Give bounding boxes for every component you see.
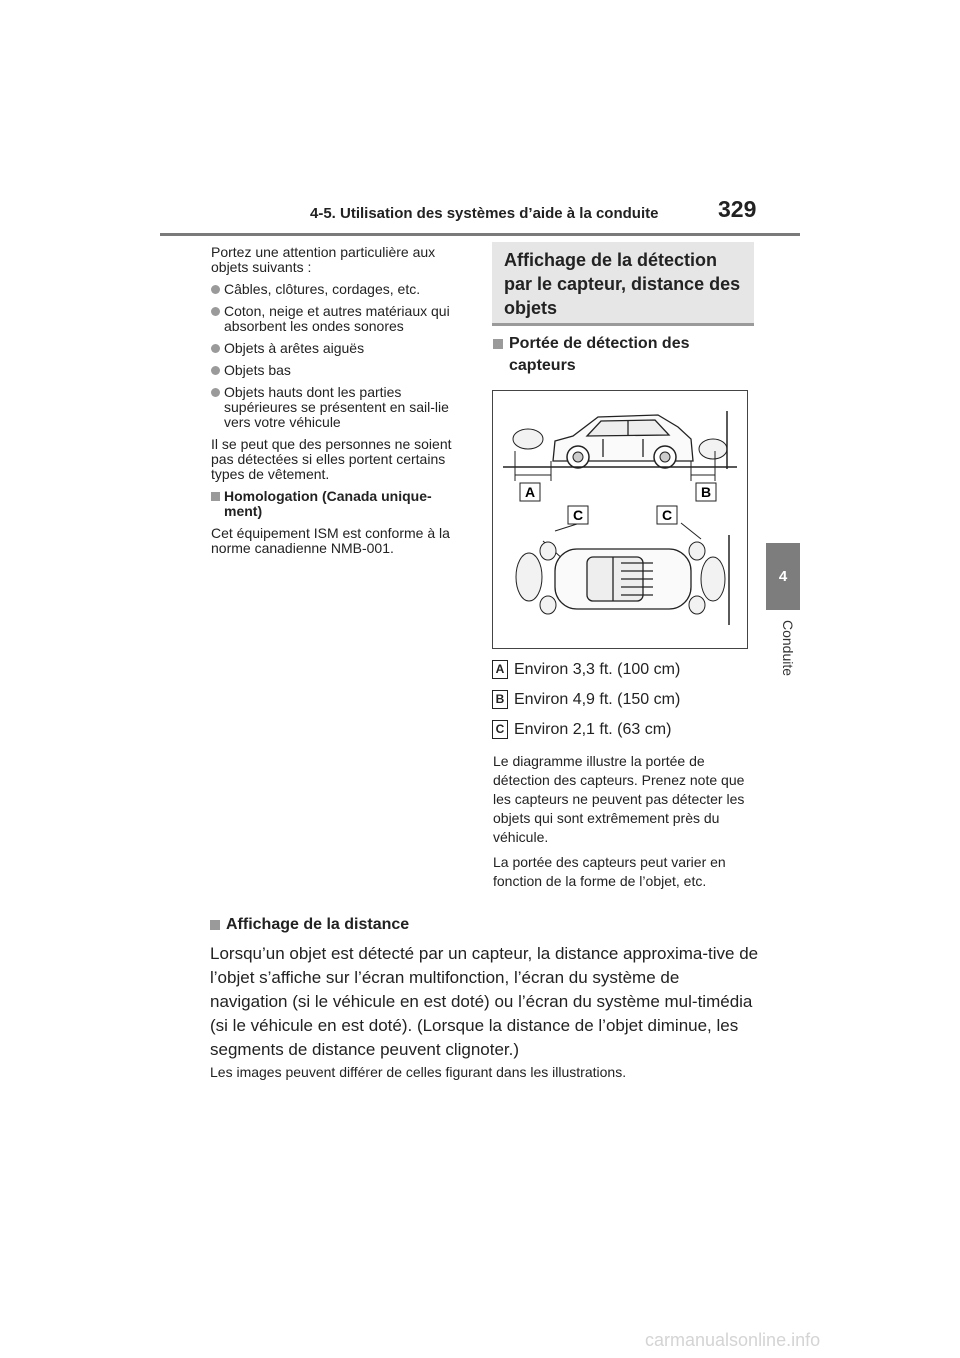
legend-text-b: Environ 4,9 ft. (150 cm): [514, 691, 681, 708]
front-corner-sensor-cone: [516, 553, 542, 601]
list-item: Câbles, clôtures, cordages, etc.: [211, 282, 467, 297]
homologation-text: Cet équipement ISM est conforme à la norme canadienne NMB-001.: [211, 525, 450, 556]
square-bullet-icon: [210, 920, 220, 930]
range-variation-note: La portée des capteurs peut varier en fonction de la forme de l’objet, etc.: [493, 854, 726, 889]
rear-corner-sensor-cone: [701, 557, 725, 601]
front-sensor-cone: [513, 429, 543, 449]
diagram-note: Le diagramme illustre la portée de détection des capteurs. Prenez note que les capteurs ne peuvent pas détecter les objets qui sont extrêmement près du véhicule.: [493, 753, 745, 845]
distance-display-heading: Affichage de la distance: [210, 916, 409, 934]
car-top-view-icon: [555, 549, 691, 609]
legend-row-b: [492, 690, 752, 710]
objects-list: [211, 282, 467, 430]
bullet-icon: [211, 285, 220, 294]
list-item: Objets à arêtes aiguës: [211, 341, 467, 356]
legend-key-a: A: [492, 660, 508, 679]
legend-row-a: [492, 660, 752, 680]
page-number: 329: [718, 196, 757, 222]
bullet-icon: [211, 307, 220, 316]
chapter-tab: 4: [766, 543, 800, 610]
legend-key-c: C: [492, 720, 508, 739]
sensor-diagram-svg: [493, 391, 747, 648]
list-item: Objets bas: [211, 363, 467, 378]
range-subheading: Portée de détection des capteurs: [493, 333, 753, 377]
legend-key-b: B: [492, 690, 508, 709]
bullet-icon: [211, 366, 220, 375]
section-title-box: Affichage de la détection par le capteur, distance des objets: [492, 242, 754, 326]
intro-text: Portez une attention particulière aux objets suivants :: [211, 244, 436, 275]
header-rule: [160, 233, 800, 236]
square-bullet-icon: [211, 492, 220, 501]
list-item: Objets hauts dont les parties supérieures se présentent en sail-lie vers votre véhicule: [211, 385, 467, 430]
left-column: [211, 245, 467, 563]
bullet-icon: [211, 344, 220, 353]
label-c: C: [572, 507, 584, 523]
legend-row-c: [492, 720, 752, 740]
rear-sensor-cone: [699, 439, 727, 459]
homologation-heading: Homologation (Canada unique-ment): [211, 489, 467, 519]
legend-text-c: Environ 2,1 ft. (63 cm): [514, 721, 672, 738]
distance-display-paragraph: Lorsqu’un objet est détecté par un capteur, la distance approxima-tive de l’objet s’affiche sur l’écran multifonction, l’écran du système de navigation (si le véhicule en est doté) ou l’écran du système mul-timédia (si le véhicule en est doté). (Lorsque la distance de l’objet diminue, les segments de distance peuvent clignoter.): [210, 944, 759, 1059]
sensor-range-diagram: [492, 390, 748, 649]
section-header-title: 4-5. Utilisation des systèmes d’aide à la conduite: [310, 205, 659, 222]
label-b: B: [700, 484, 712, 500]
watermark: carmanualsonline.info: [645, 1330, 821, 1350]
chapter-label: Conduite: [780, 620, 796, 677]
persons-note: Il se peut que des personnes ne soient pas détectées si elles portent certains types de vêtement.: [211, 436, 452, 482]
label-c: C: [661, 507, 673, 523]
square-bullet-icon: [493, 339, 503, 349]
legend-text-a: Environ 3,3 ft. (100 cm): [514, 661, 681, 678]
bullet-icon: [211, 388, 220, 397]
label-a: A: [524, 484, 536, 500]
illustration-disclaimer: Les images peuvent différer de celles figurant dans les illustrations.: [210, 1064, 627, 1080]
list-item: Coton, neige et autres matériaux qui absorbent les ondes sonores: [211, 304, 467, 334]
